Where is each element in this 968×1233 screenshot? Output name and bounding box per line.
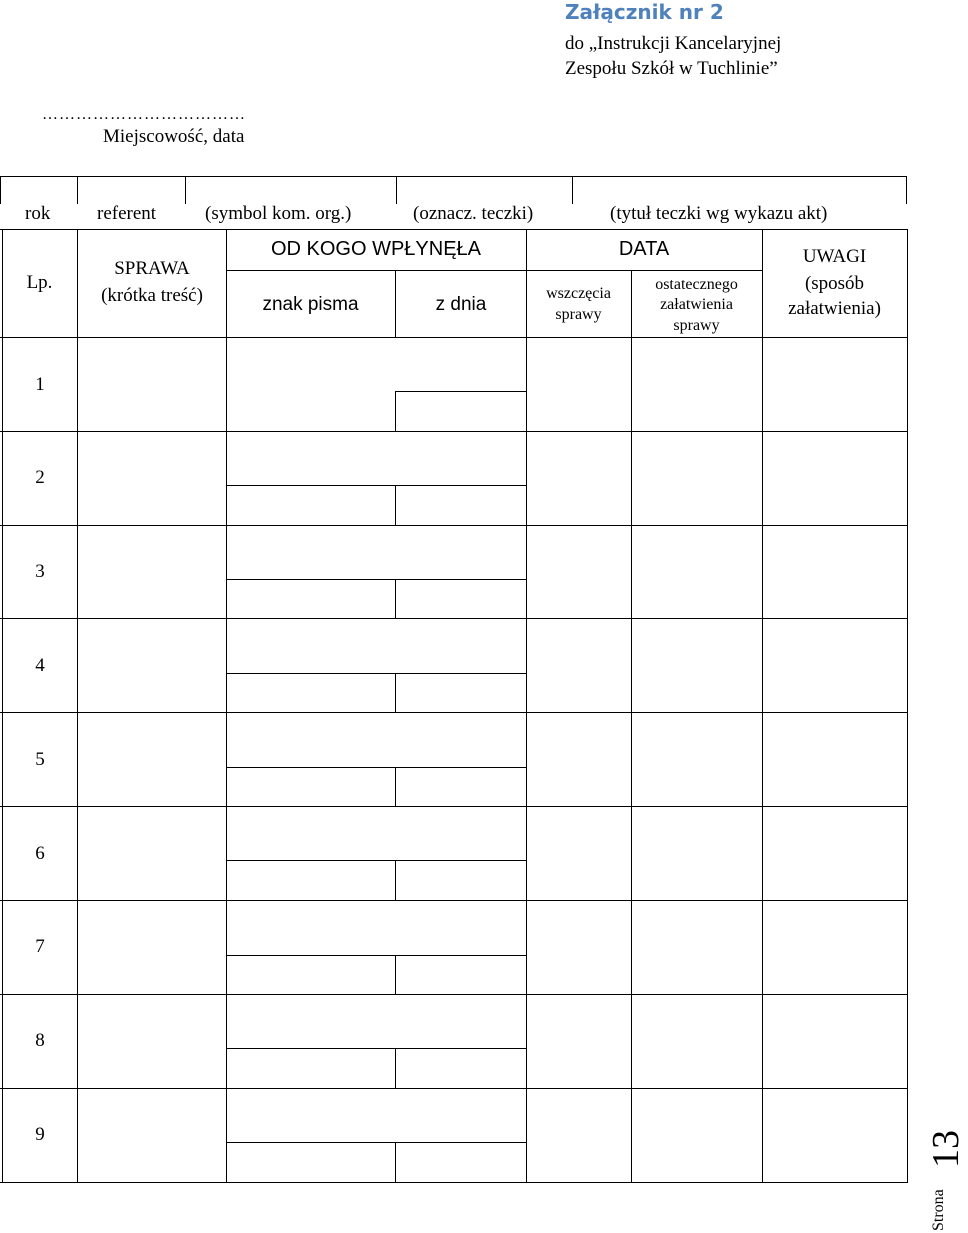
header-ostatecznego-sprawy: sprawy (673, 317, 720, 334)
subcell-border (395, 1142, 396, 1182)
header-uwagi-zalatwienia: załatwienia) (788, 298, 881, 319)
row-divider (395, 391, 526, 392)
row-separator (0, 994, 908, 995)
folder-label-year: rok (25, 203, 51, 224)
row-separator (0, 712, 908, 713)
header-zalatwienia: załatwienia (660, 296, 733, 313)
header-od-kogo: OD KOGO WPŁYNĘŁA (270, 238, 482, 260)
subcell-border (395, 485, 396, 525)
row-number: 2 (35, 467, 45, 488)
folder-box-symbol (185, 176, 397, 204)
subcell-border (395, 579, 396, 619)
row-divider (226, 579, 526, 580)
header-wszczecia-sprawy: sprawy (555, 306, 602, 323)
folder-header (0, 176, 907, 228)
subcell-border (395, 955, 396, 995)
header-divider (526, 270, 762, 271)
row-divider (226, 1142, 526, 1143)
folder-label-referent: referent (97, 203, 157, 224)
row-separator (0, 1088, 908, 1089)
folder-box-folder-mark (396, 176, 573, 204)
folder-box-referent (77, 176, 186, 204)
subcell-border (395, 673, 396, 713)
place-date-label: Miejscowość, data (103, 126, 245, 147)
attachment-line-1: do „Instrukcji Kancelaryjnej (565, 33, 782, 54)
folder-label-folder-title: (tytuł teczki wg wykazu akt) (610, 203, 828, 224)
row-number: 9 (35, 1124, 45, 1145)
header-lp: Lp. (26, 272, 53, 293)
table-bottom-border (0, 1182, 908, 1183)
row-divider (226, 767, 526, 768)
row-number: 5 (35, 749, 45, 770)
row-separator (0, 431, 908, 432)
folder-box-folder-title (572, 176, 907, 204)
header-ostatecznego: ostatecznego (655, 276, 738, 293)
subcell-border (395, 391, 396, 431)
row-separator (0, 806, 908, 807)
column-border (907, 229, 908, 1183)
row-separator (0, 525, 908, 526)
row-number: 8 (35, 1030, 45, 1051)
row-divider (226, 955, 526, 956)
row-number: 4 (35, 655, 45, 676)
column-border (762, 229, 763, 1183)
header-sprawa-desc: (krótka treść) (101, 285, 203, 306)
table-header-bottom-border (0, 337, 908, 338)
row-divider (226, 860, 526, 861)
header-divider (226, 270, 526, 271)
attachment-title: Załącznik nr 2 (565, 0, 724, 24)
subcell-border (395, 1048, 396, 1088)
header-uwagi-sposob: (sposób (804, 273, 865, 294)
header-znak-pisma: znak pisma (262, 294, 359, 315)
folder-label-folder-mark: (oznacz. teczki) (413, 203, 534, 224)
folder-box-year (0, 176, 78, 204)
header-data: DATA (618, 238, 670, 260)
header-uwagi: UWAGI (802, 246, 867, 267)
row-divider (226, 485, 526, 486)
row-divider (226, 1048, 526, 1049)
attachment-line-2: Zespołu Szkół w Tuchlinie” (565, 58, 778, 79)
row-divider (226, 673, 526, 674)
table-top-border (0, 229, 908, 230)
page-number: 13 (925, 1130, 967, 1168)
subcell-border (395, 860, 396, 900)
subcell-border (395, 767, 396, 807)
row-separator (0, 618, 908, 619)
column-border (226, 229, 227, 1183)
header-sprawa: SPRAWA (114, 258, 190, 279)
row-number: 3 (35, 561, 45, 582)
column-border (526, 229, 527, 1183)
place-date-dots: ……………………………… (42, 106, 246, 123)
header-z-dnia: z dnia (435, 294, 487, 315)
row-number: 7 (35, 936, 45, 957)
row-number: 1 (35, 374, 45, 395)
page-label: Strona (930, 1189, 947, 1231)
column-border (631, 270, 632, 1183)
row-number: 6 (35, 843, 45, 864)
header-wszczecia: wszczęcia (546, 285, 611, 302)
folder-label-symbol: (symbol kom. org.) (205, 203, 352, 224)
row-separator (0, 900, 908, 901)
